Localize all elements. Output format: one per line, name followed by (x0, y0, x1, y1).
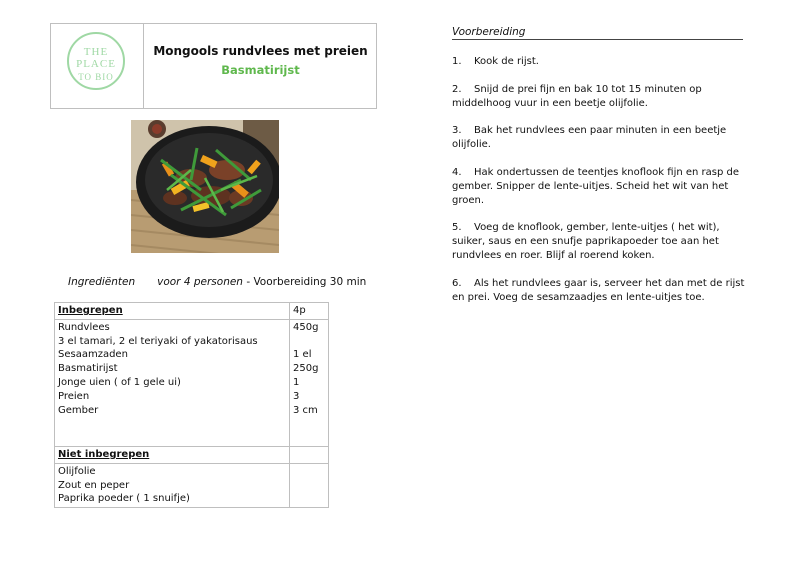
preparation-step (452, 83, 752, 111)
preparation-steps (452, 55, 752, 318)
step-number: 3. (452, 125, 462, 136)
ingredients-table (54, 302, 329, 508)
ingredient-item: Preien (58, 390, 90, 402)
ingredient-item: 3 el tamari, 2 el teriyaki of yakatorisaus (58, 335, 258, 347)
ingredients-heading (68, 276, 366, 288)
ingredient-quantity: 1 el (293, 349, 312, 361)
not-included-quantity-header (290, 446, 329, 463)
quantity-header: 4p (290, 303, 329, 320)
step-text: Kook de rijst. (474, 56, 539, 67)
prep-time: - Voorbereiding 30 min (246, 276, 367, 288)
ingredient-item: Sesaamzaden (58, 349, 128, 361)
recipe-title: Mongools rundvlees met preien (153, 44, 368, 58)
step-number: 5. (452, 222, 462, 233)
recipe-header (50, 23, 377, 109)
ingredient-item: Gember (58, 404, 99, 416)
ingredient-item: Olijfolie (58, 465, 96, 477)
step-text: Als het rundvlees gaar is, serveer het dan met de rijst en prei. Voeg de sesamzaadjes en lente-uitjes toe. (452, 277, 745, 303)
recipe-subtitle: Basmatirijst (221, 63, 300, 77)
step-text: Bak het rundvlees een paar minuten in een beetje olijfolie. (452, 125, 727, 150)
step-text: Voeg de knoflook, gember, lente-uitjes ( het wit), suiker, saus en een snufje paprikapoeder toe aan het rundvlees en roer. Blijf al roerend koken. (452, 222, 720, 261)
ingredient-quantity: 3 cm (293, 404, 318, 416)
included-header-row (55, 303, 329, 320)
preparation-step (452, 277, 752, 305)
ingredient-quantity: 450g (293, 321, 319, 333)
empty-line (293, 417, 325, 431)
preparation-step (452, 55, 752, 69)
not-included-header-row (55, 446, 329, 463)
preparation-step (452, 166, 752, 208)
included-items-cell (55, 319, 290, 446)
dish-photo-illustration (131, 120, 279, 253)
ingredients-label: Ingrediënten (68, 276, 136, 288)
dish-photo (131, 120, 279, 253)
ingredient-item: Paprika poeder ( 1 snuifje) (58, 493, 190, 505)
preparation-step (452, 124, 752, 152)
not-included-items-row (55, 463, 329, 507)
step-number: 1. (452, 56, 462, 67)
included-items-row (55, 319, 329, 446)
step-number: 6. (452, 277, 462, 289)
step-number: 2. (452, 83, 462, 95)
preparation-step (452, 221, 752, 263)
step-number: 4. (452, 166, 462, 178)
logo-cell (51, 24, 144, 108)
ingredient-item: Rundvlees (58, 321, 110, 333)
ingredient-item: Jonge uien ( of 1 gele ui) (58, 376, 181, 388)
step-text: Hak ondertussen de teentjes knoflook fijn en rasp de gember. Snipper de lente-uitjes. Scheid het wit van het groen. (452, 166, 740, 206)
logo-line-1: THE PLACE (76, 46, 116, 70)
not-included-quantities-cell (290, 463, 329, 507)
empty-line (293, 335, 325, 349)
empty-line (58, 417, 286, 431)
brand-logo (67, 32, 125, 90)
included-header: Inbegrepen (55, 303, 290, 320)
ingredient-quantity: 1 (293, 376, 300, 388)
included-quantities-cell (290, 319, 329, 446)
preparation-title: Voorbereiding (452, 26, 743, 40)
empty-line (58, 431, 286, 445)
servings-label: voor 4 personen (157, 276, 243, 288)
ingredient-item: Zout en peper (58, 479, 130, 491)
ingredient-quantity: 3 (293, 390, 300, 402)
empty-line (293, 431, 325, 445)
step-text: Snijd de prei fijn en bak 10 tot 15 minuten op middelhoog vuur in een beetje olijfolie. (452, 83, 702, 109)
ingredient-quantity: 250g (293, 363, 319, 375)
logo-line-2: TO BIO (78, 72, 114, 82)
not-included-header: Niet inbegrepen (55, 446, 290, 463)
not-included-items-cell (55, 463, 290, 507)
ingredient-item: Basmatirijst (58, 363, 118, 375)
